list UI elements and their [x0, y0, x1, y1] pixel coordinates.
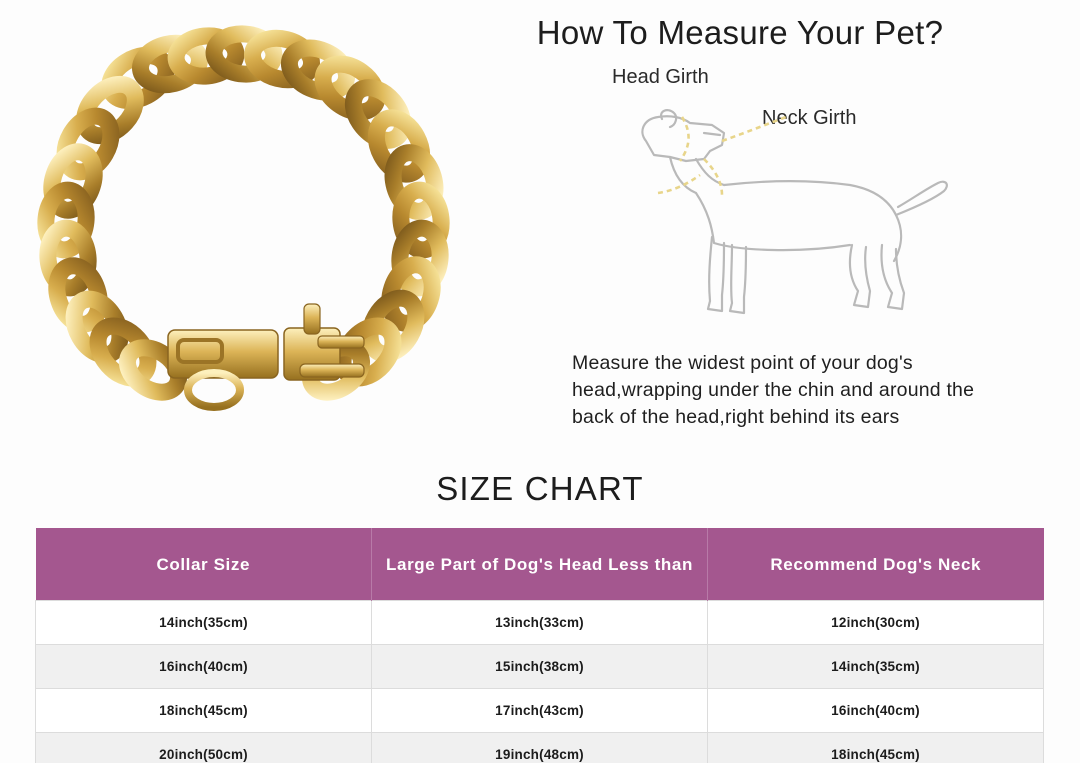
- cell-neck-size: 18inch(45cm): [708, 733, 1044, 777]
- size-chart-table-wrapper: [35, 528, 1043, 777]
- size-chart-table: [35, 528, 1044, 777]
- page-title: How To Measure Your Pet?: [536, 14, 944, 51]
- size-chart-title: SIZE CHART: [436, 470, 644, 507]
- dog-outline-icon: [600, 95, 1000, 335]
- table-row: [36, 689, 1044, 733]
- neck-girth-label: Neck Girth: [762, 107, 857, 129]
- column-header-head-size: Large Part of Dog's Head Less than: [372, 528, 708, 601]
- cell-head-size: 15inch(38cm): [372, 645, 708, 689]
- cell-collar-size: 14inch(35cm): [36, 601, 372, 645]
- cell-head-size: 13inch(33cm): [372, 601, 708, 645]
- head-girth-label: Head Girth: [612, 66, 709, 88]
- cell-collar-size: 18inch(45cm): [36, 689, 372, 733]
- table-header-row: [36, 528, 1044, 601]
- table-row: [36, 601, 1044, 645]
- column-header-collar-size: Collar Size: [36, 528, 372, 601]
- cell-head-size: 19inch(48cm): [372, 733, 708, 777]
- cell-collar-size: 16inch(40cm): [36, 645, 372, 689]
- gold-chain-collar-icon: [18, 18, 468, 418]
- cell-neck-size: 12inch(30cm): [708, 601, 1044, 645]
- column-header-neck-size: Recommend Dog's Neck: [708, 528, 1044, 601]
- cell-neck-size: 14inch(35cm): [708, 645, 1044, 689]
- product-image-gold-collar: [18, 18, 468, 418]
- bottom-spacer: [0, 763, 1080, 777]
- dog-diagram: [600, 95, 1000, 335]
- cell-head-size: 17inch(43cm): [372, 689, 708, 733]
- cell-collar-size: 20inch(50cm): [36, 733, 372, 777]
- measurement-instructions: Measure the widest point of your dog's head,wrapping under the chin and around the back of the head,right behind its ears: [572, 352, 975, 428]
- cell-neck-size: 16inch(40cm): [708, 689, 1044, 733]
- table-row: [36, 645, 1044, 689]
